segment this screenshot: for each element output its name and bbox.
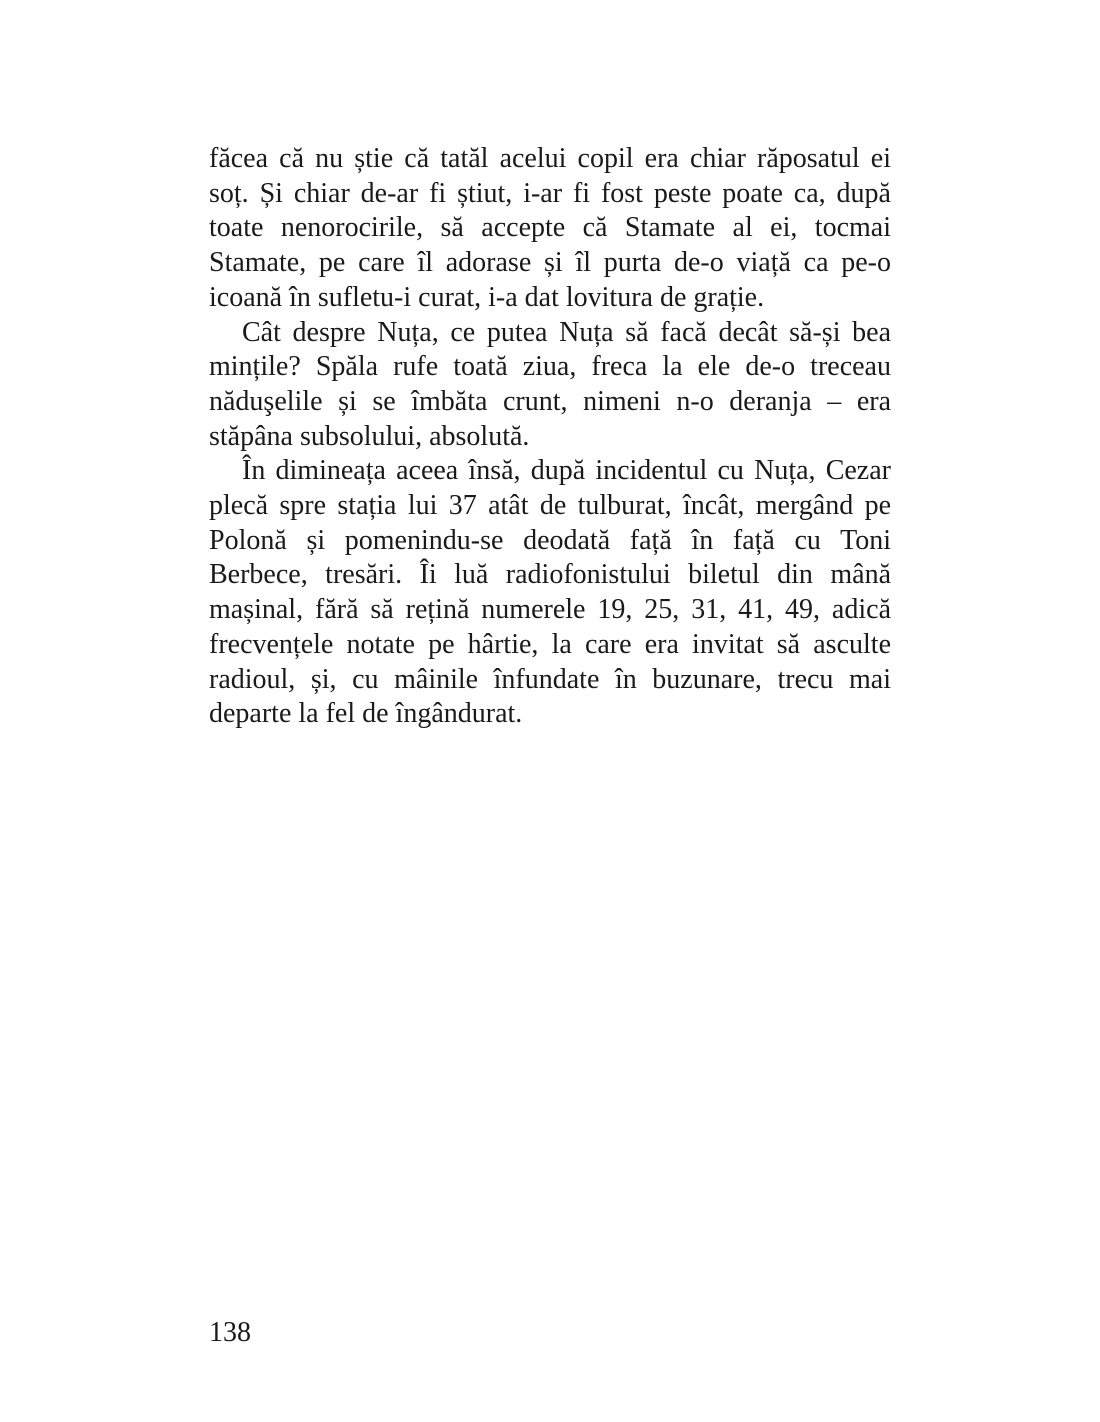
paragraph-continued: făcea că nu știe că tatăl acelui copil era chiar răposatul ei soț. Și chiar de-ar fi știut, i-ar fi fost peste poate ca, după toate nenorocirile, să accepte că Stamate al ei, tocmai Stamate, pe care îl adorase și îl purta de-o viață ca pe-o icoană în sufletu-i curat, i-a dat lovitura de grație.	[209, 143, 891, 313]
page-number: 138	[209, 1317, 251, 1348]
paragraph: Cât despre Nuța, ce putea Nuța să facă decât să-și bea mințile? Spăla rufe toată ziua, freca la ele de-o treceau năduşelile și se îmbăta crunt, nimeni n-o deranja – era stăpâna subsolului, absolută.	[209, 316, 891, 452]
paragraph: În dimineața aceea însă, după incidentul cu Nuța, Cezar plecă spre stația lui 37 atât de tulburat, încât, mergând pe Polonă și pomenindu-se deodată față în față cu Toni Berbece, tresări. Îi luă radiofonistului biletul din mână mașinal, fără să rețină numerele 19, 25, 31, 41, 49, adică frecvențele notate pe hârtie, la care era invitat să asculte radioul, și, cu mâinile înfundate în buzunare, trecu mai departe la fel de îngândurat.	[209, 455, 891, 730]
body-text	[209, 142, 891, 732]
